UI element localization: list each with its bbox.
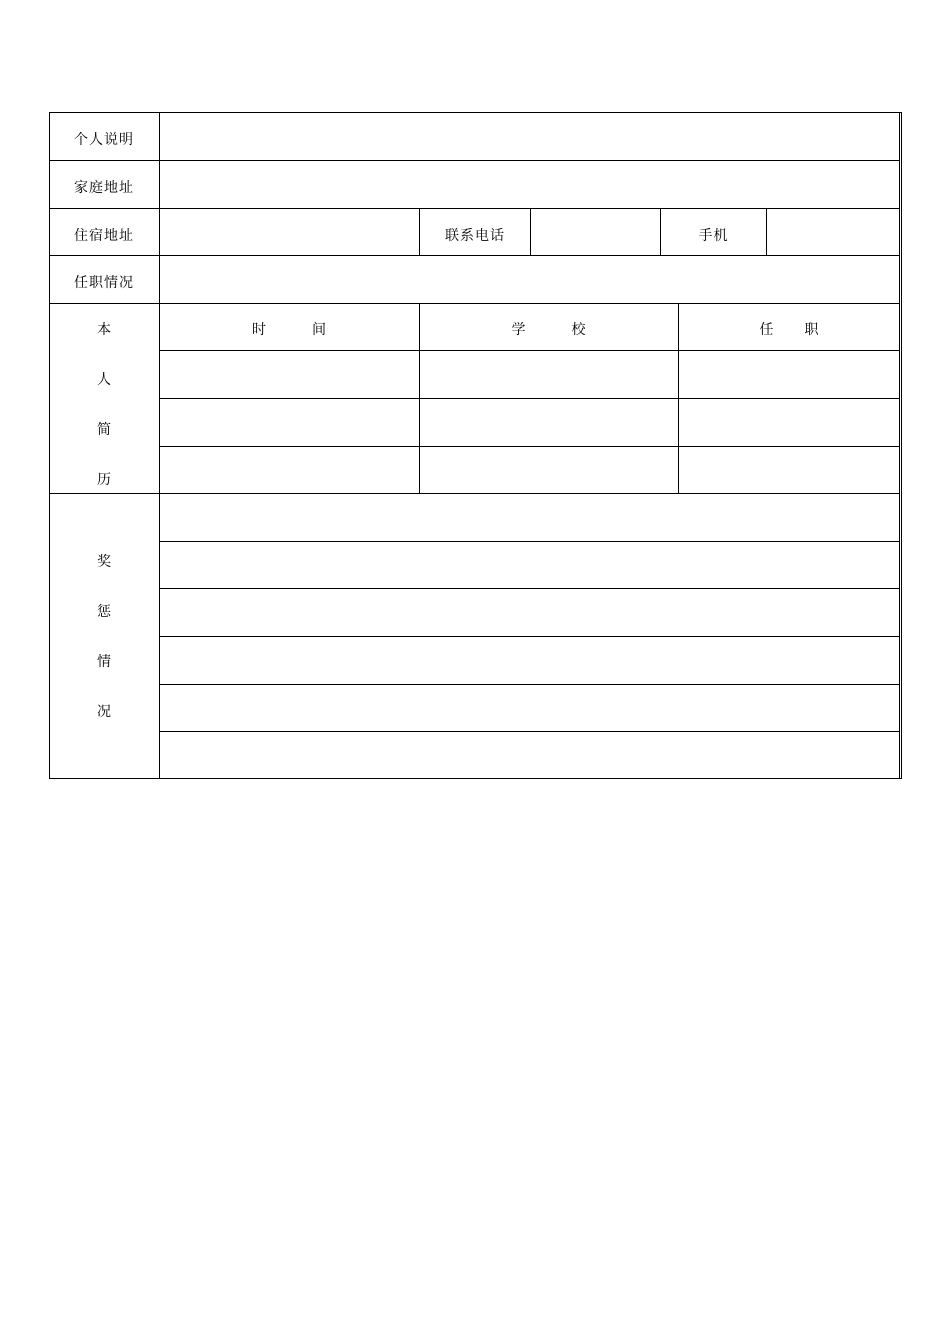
resume-time-cell[interactable]	[160, 447, 419, 493]
resume-label-char: 简	[97, 422, 111, 438]
label-home-address: 家庭地址	[74, 180, 134, 196]
resume-school-cell[interactable]	[420, 351, 678, 398]
positions-held-field[interactable]	[160, 256, 899, 303]
awards-label-char: 奖	[97, 554, 111, 570]
mobile-field[interactable]	[767, 209, 899, 255]
label-mobile: 手机	[698, 228, 729, 244]
resume-time-cell[interactable]	[160, 399, 419, 446]
resume-label-char: 本	[97, 322, 111, 338]
label-lodging-address: 住宿地址	[74, 228, 134, 244]
table-border-bottom	[49, 778, 901, 779]
resume-label-char: 历	[97, 472, 111, 488]
resume-school-cell[interactable]	[420, 447, 678, 493]
resume-school-cell[interactable]	[420, 399, 678, 446]
contact-phone-field[interactable]	[531, 209, 660, 255]
awards-row-cell[interactable]	[160, 589, 899, 636]
awards-label-char: 惩	[97, 604, 111, 620]
resume-position-cell[interactable]	[679, 399, 899, 446]
registration-form-table	[49, 112, 901, 779]
resume-col-time: 时 间	[252, 322, 327, 338]
awards-row-cell[interactable]	[160, 494, 899, 541]
awards-label-char: 情	[97, 654, 111, 670]
label-positions-held: 任职情况	[74, 275, 134, 291]
awards-row-cell[interactable]	[160, 685, 899, 731]
label-personal-statement: 个人说明	[74, 132, 134, 148]
label-contact-phone: 联系电话	[445, 228, 505, 244]
resume-time-cell[interactable]	[160, 351, 419, 398]
home-address-field[interactable]	[160, 161, 899, 208]
awards-row-cell[interactable]	[160, 637, 899, 684]
awards-row-cell[interactable]	[160, 732, 899, 778]
row-divider	[49, 303, 900, 304]
awards-label-char: 况	[97, 704, 111, 720]
personal-statement-field[interactable]	[160, 113, 899, 160]
lodging-address-field[interactable]	[160, 209, 419, 255]
table-border-right-double	[901, 112, 902, 779]
resume-label-char: 人	[97, 372, 111, 388]
resume-col-school: 学 校	[511, 322, 587, 338]
resume-position-cell[interactable]	[679, 447, 899, 493]
resume-position-cell[interactable]	[679, 351, 899, 398]
awards-row-cell[interactable]	[160, 542, 899, 588]
table-border-left	[49, 112, 50, 779]
resume-col-position: 任 职	[759, 322, 820, 338]
